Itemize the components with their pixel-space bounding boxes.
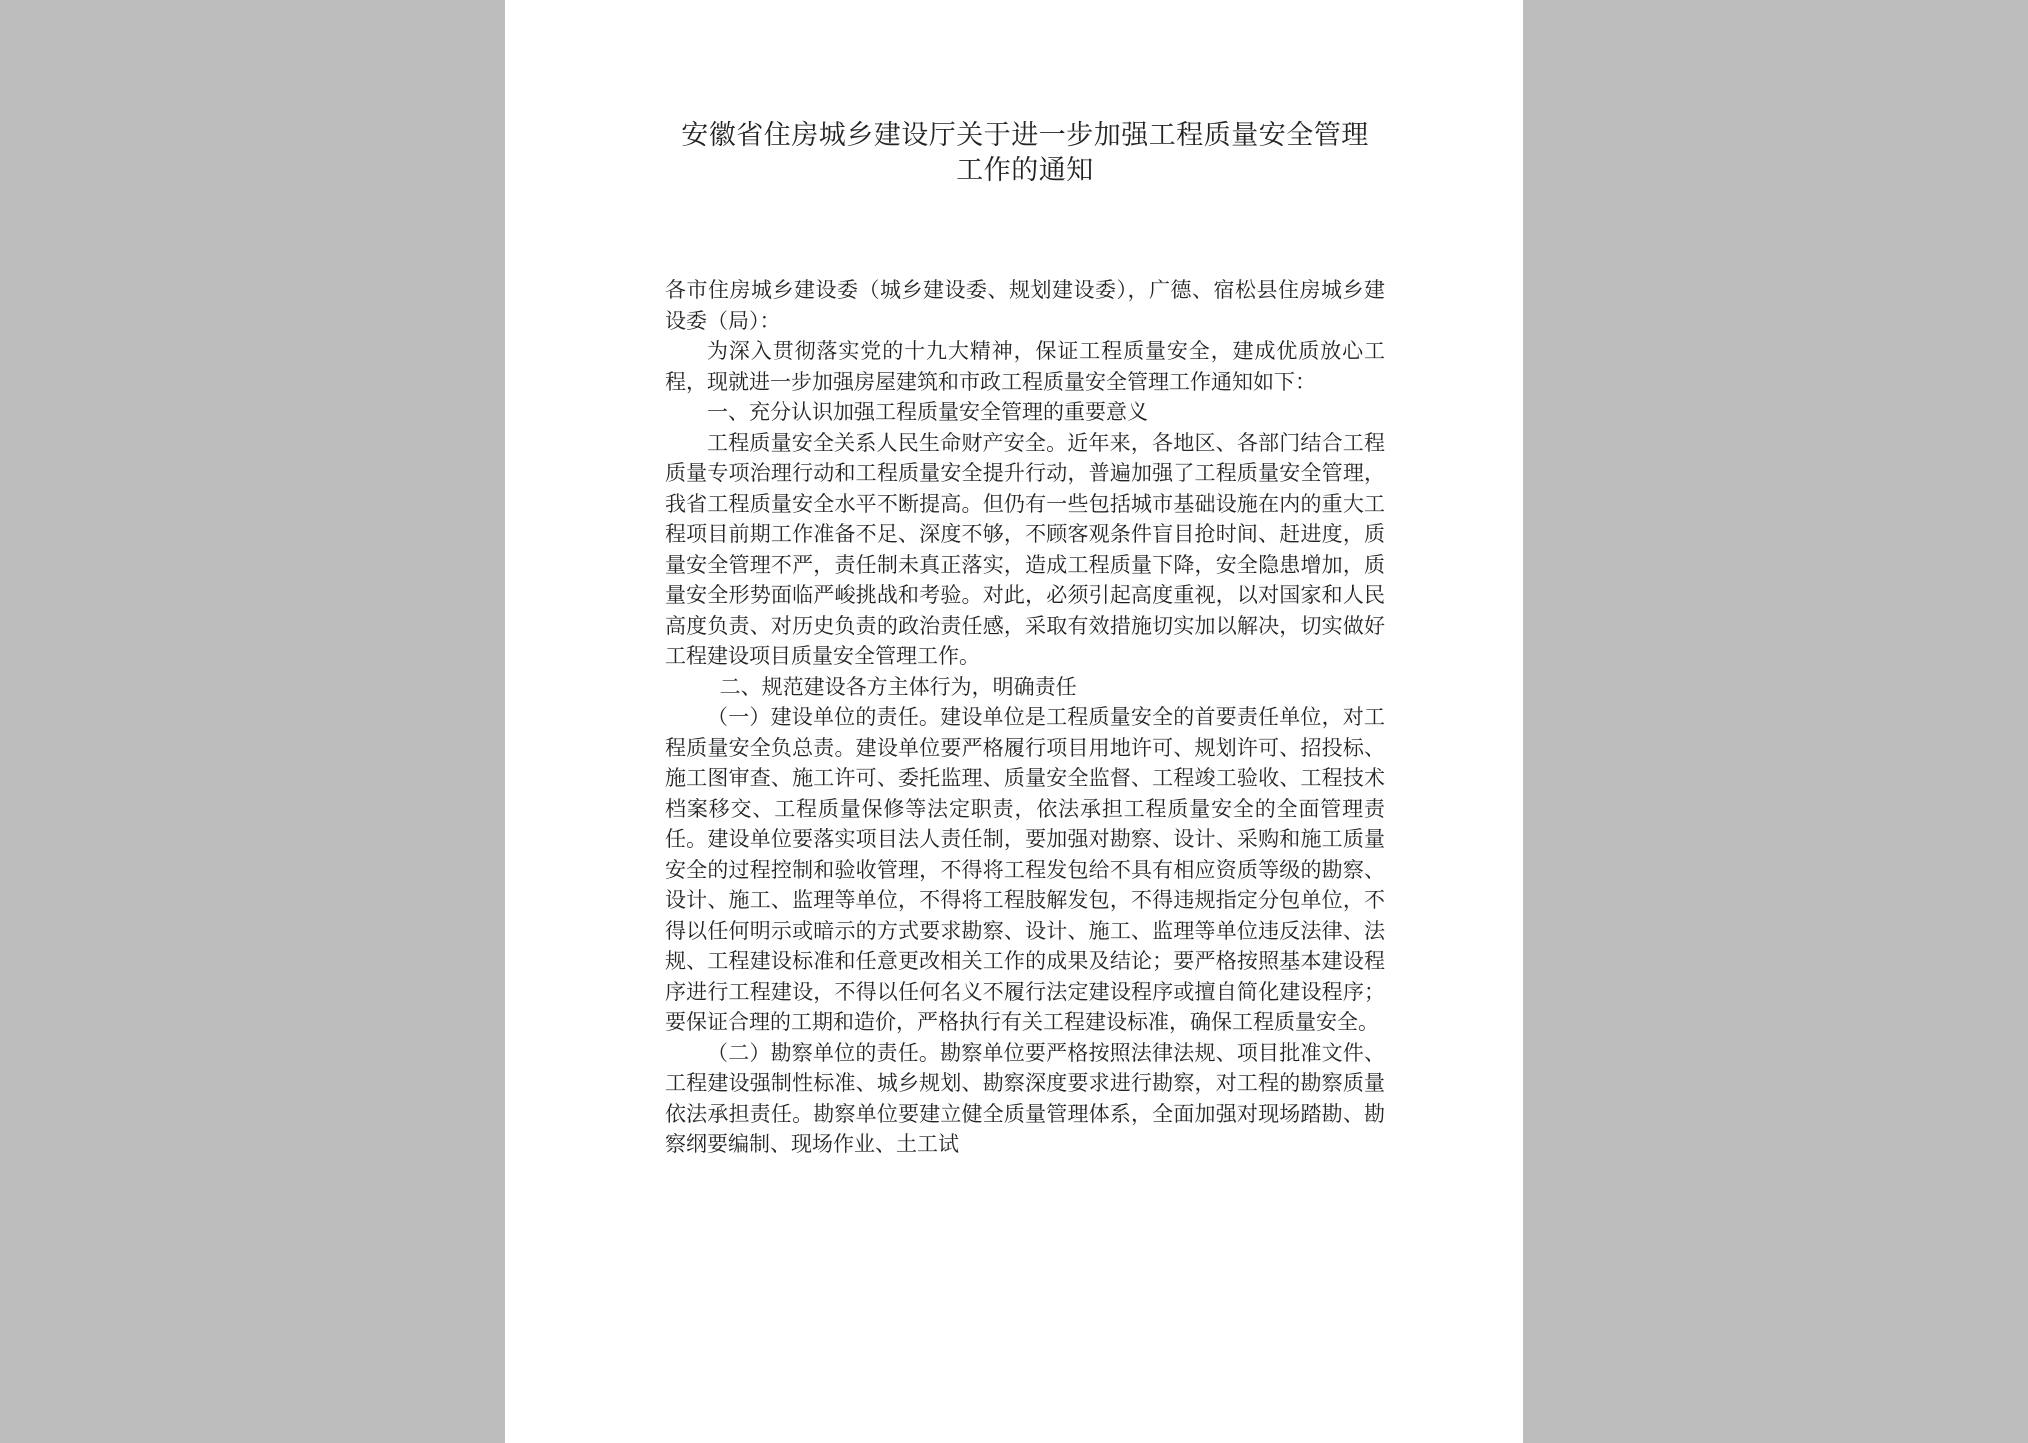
title-line-1: 安徽省住房城乡建设厅关于进一步加强工程质量安全管理 (681, 120, 1369, 151)
section-heading-2: 二、规范建设各方主体行为，明确责任 (719, 674, 1077, 699)
salutation: 各市住房城乡建设委（城乡建设委、规划建设委），广德、宿松县住房城乡建设委（局）： (665, 278, 1385, 333)
section-1-paragraph: 工程质量安全关系人民生命财产安全。近年来，各地区、各部门结合工程质量专项治理行动和工程质量安全提升行动，普遍加强了工程质量安全管理，我省工程质量安全水平不断提高。但仍有一些包括城市基础设施在内的重大工程项目前期工作准备不足、深度不够，不顾客观条件盲目抢时间、赶进度，质量安全管理不严，责任制未真正落实，造成工程质量下降，安全隐患增加，质量安全形势面临严峻挑战和考验。对此，必须引起高度重视，以对国家和人民高度负责、对历史负责的政治责任感，采取有效措施切实加以解决，切实做好工程建设项目质量安全管理工作。 (665, 430, 1385, 668)
clause-2-paragraph: （二）勘察单位的责任。勘察单位要严格按照法律法规、项目批准文件、工程建设强制性标准、城乡规划、勘察深度要求进行勘察，对工程的勘察质量依法承担责任。勘察单位要建立健全质量管理体系，全面加强对现场踏勘、勘察纲要编制、现场作业、土工试 (665, 1040, 1385, 1156)
document-title (665, 118, 1385, 188)
section-heading-1: 一、充分认识加强工程质量安全管理的重要意义 (707, 400, 1148, 424)
document-page (505, 0, 1523, 1443)
document-body (665, 275, 1385, 1160)
intro-paragraph: 为深入贯彻落实党的十九大精神，保证工程质量安全，建成优质放心工程，现就进一步加强房屋建筑和市政工程质量安全管理工作通知如下： (665, 339, 1385, 394)
title-line-2: 工作的通知 (956, 155, 1094, 186)
page-content (665, 118, 1385, 1160)
clause-1-paragraph: （一）建设单位的责任。建设单位是工程质量安全的首要责任单位，对工程质量安全负总责。建设单位要严格履行项目用地许可、规划许可、招投标、施工图审查、施工许可、委托监理、质量安全监督、工程竣工验收、工程技术档案移交、工程质量保修等法定职责，依法承担工程质量安全的全面管理责任。建设单位要落实项目法人责任制，要加强对勘察、设计、采购和施工质量安全的过程控制和验收管理，不得将工程发包给不具有相应资质等级的勘察、设计、施工、监理等单位，不得将工程肢解发包，不得违规指定分包单位，不得以任何明示或暗示的方式要求勘察、设计、施工、监理等单位违反法律、法规、工程建设标准和任意更改相关工作的成果及结论；要严格按照基本建设程序进行工程建设，不得以任何名义不履行法定建设程序或擅自简化建设程序；要保证合理的工期和造价，严格执行有关工程建设标准，确保工程质量安全。 (665, 705, 1385, 1034)
